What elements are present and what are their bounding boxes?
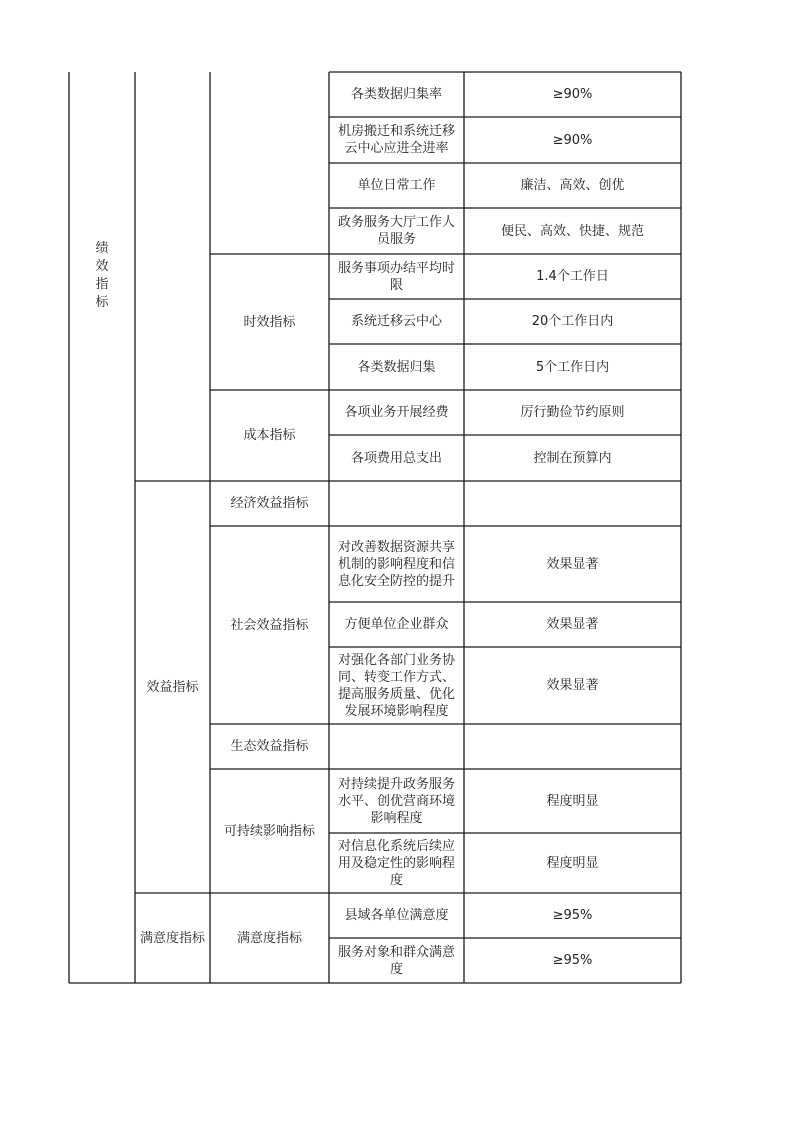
indicator-text: 单位日常工作: [357, 178, 436, 193]
category-char: 指: [95, 277, 109, 292]
value-cell: 廉洁、高效、创优: [520, 178, 625, 193]
indicator-cell: [329, 938, 464, 983]
indicator-text: 对强化各部门业务协同、转变工作方式、提高服务质量、优化发展环境影响程度: [337, 652, 455, 719]
indicator-text: 服务对象和群众满意度: [337, 944, 455, 977]
value-cell: 1.4个工作日: [536, 269, 609, 284]
value-cell: 效果显著: [546, 678, 599, 693]
indicator-text: 政务服务大厅工作人员服务: [337, 215, 455, 247]
indicator-text: 县域各单位满意度: [344, 908, 449, 923]
indicator-text: 各项业务开展经费: [344, 405, 449, 420]
indicator-cell: [329, 893, 464, 938]
category-char: 标: [95, 295, 109, 310]
category-performance: [69, 236, 135, 316]
category-satisfaction: 满意度指标: [139, 930, 205, 946]
value-cell: 20个工作日内: [531, 314, 614, 329]
indicator-cell: [329, 163, 464, 208]
value-cell: 厉行勤俭节约原则: [520, 405, 625, 420]
indicator-text: 系统迁移云中心: [350, 314, 442, 329]
indicator-cell: [329, 344, 464, 390]
indicator-cell: [329, 647, 464, 724]
value-cell: [464, 724, 681, 769]
value-cell: ≥95%: [552, 953, 593, 968]
value-cell: 便民、高效、快捷、规范: [500, 223, 644, 239]
indicator-cell: [329, 481, 464, 526]
indicator-cell: [329, 435, 464, 481]
indicator-cell: [329, 833, 464, 893]
category-char: 效: [95, 259, 109, 274]
value-cell: 程度明显: [546, 855, 599, 871]
subcategory-cost: 成本指标: [243, 428, 296, 443]
subcategory-satisfaction: 满意度指标: [236, 930, 302, 946]
subcategory-ecological: 生态效益指标: [230, 739, 309, 754]
indicator-text: 方便单位企业群众: [344, 617, 449, 632]
indicator-cell: [329, 208, 464, 254]
indicator-text: 对持续提升政务服务水平、创优营商环境影响程度: [337, 776, 455, 826]
value-cell: [464, 481, 681, 526]
value-cell: ≥90%: [552, 87, 593, 102]
value-cell: 控制在预算内: [533, 450, 612, 466]
value-cell: 效果显著: [546, 556, 599, 572]
subcategory-social: 社会效益指标: [230, 617, 309, 633]
value-cell: 效果显著: [546, 617, 599, 632]
indicator-text: 对信息化系统后续应用及稳定性的影响程度: [337, 838, 455, 888]
indicator-cell: [329, 117, 464, 163]
value-cell: 5个工作日内: [535, 359, 610, 375]
indicator-cell: [329, 254, 464, 299]
indicator-text: 各项费用总支出: [350, 450, 442, 466]
value-cell: ≥95%: [552, 908, 593, 923]
indicator-cell: [329, 526, 464, 602]
indicator-cell: [329, 299, 464, 344]
subcategory-economic: 经济效益指标: [230, 496, 309, 511]
value-cell: 程度明显: [546, 793, 599, 809]
indicator-text: 服务事项办结平均时限: [337, 260, 455, 293]
category-effect: 效益指标: [146, 679, 199, 695]
indicator-cell: [329, 72, 464, 117]
indicator-cell: [329, 724, 464, 769]
indicator-text: 各类数据归集: [357, 359, 436, 375]
value-cell: ≥90%: [552, 132, 593, 148]
indicator-text: 各类数据归集率: [350, 87, 442, 102]
indicator-cell: [329, 602, 464, 647]
indicator-text: 机房搬迁和系统迁移云中心应进全进率: [337, 124, 455, 156]
indicator-cell: [329, 390, 464, 435]
subcategory-timeliness: 时效指标: [243, 314, 296, 330]
indicator-cell: [329, 769, 464, 833]
indicator-text: 对改善数据资源共享机制的影响程度和信息化安全防控的提升: [337, 539, 455, 589]
category-char: 绩: [95, 241, 109, 256]
subcategory-sustainable: 可持续影响指标: [223, 823, 315, 839]
